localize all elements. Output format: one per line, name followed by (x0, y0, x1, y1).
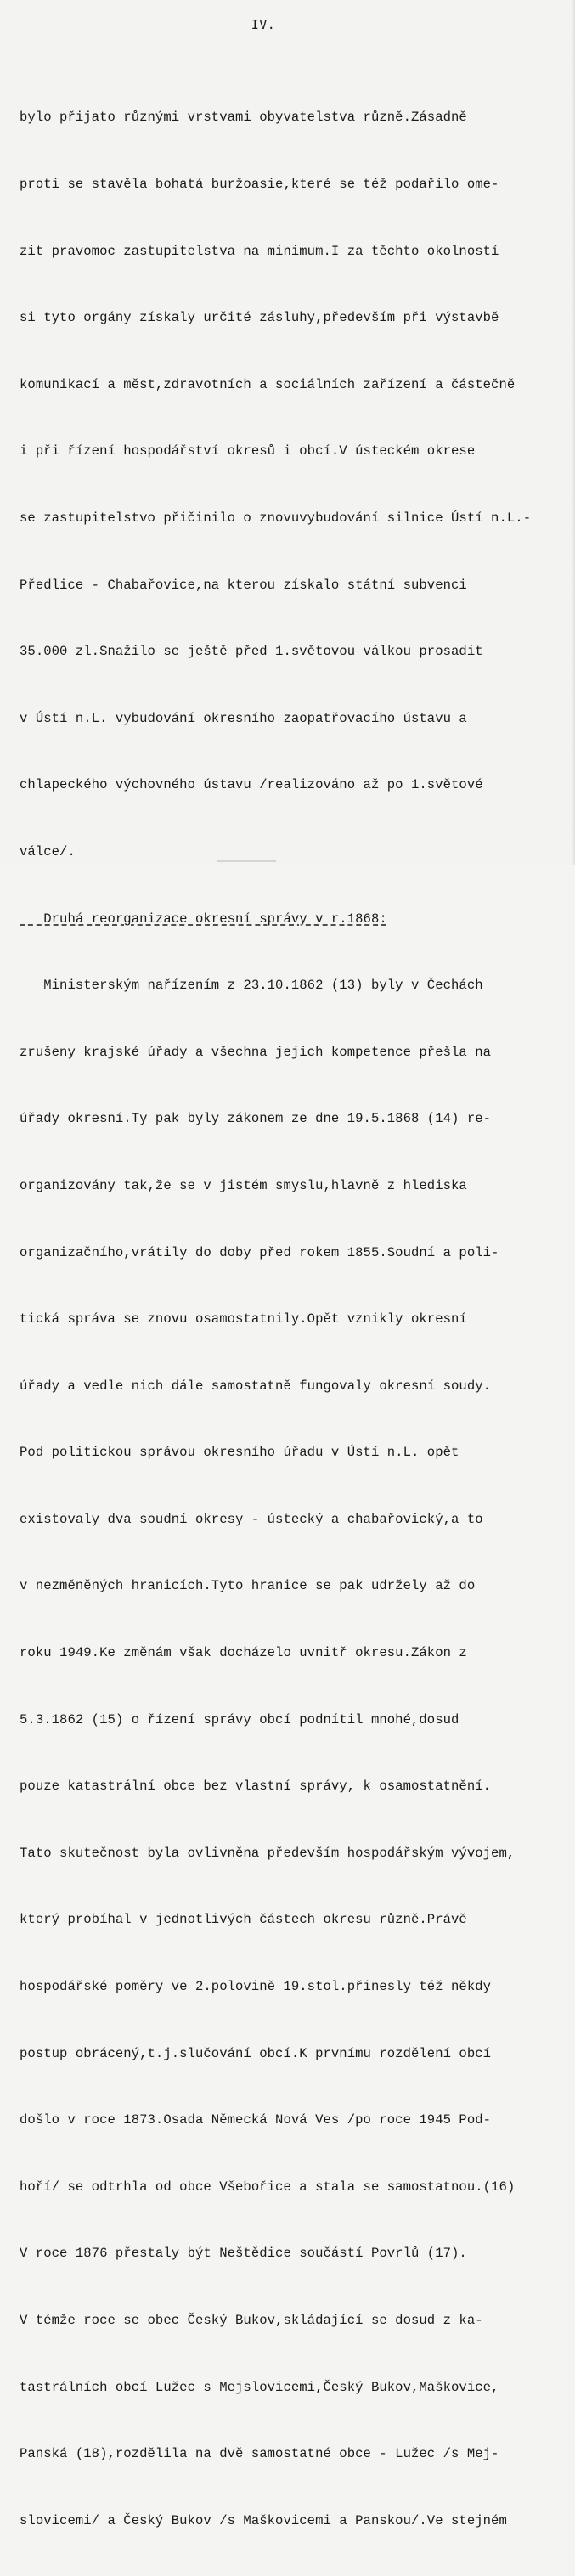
text-line: organizačního,vrátily do doby před rokem 1855.Soudní a poli- (20, 1244, 499, 1260)
text-line: v Ústí n.L. vybudování okresního zaopatřovacího ústavu a (20, 710, 467, 726)
page-number: IV. (251, 17, 276, 32)
text-line: válce/. (20, 843, 76, 860)
text-line: se zastupitelstvo přičinilo o znovuvybudování silnice Ústí n.L.- (20, 510, 532, 526)
text-line: úřady a vedle nich dále samostatně fungovaly okresní soudy. (20, 1378, 492, 1394)
text-line: postup obrácený,t.j.slučování obcí.K prvnímu rozdělení obcí (20, 2045, 492, 2061)
text-line: roku 1949.Ke změnám však docházelo uvnitř okresu.Zákon z (20, 1645, 467, 1661)
text-line: slovicemi/ a Český Bukov /s Maškovicemi a Panskou/.Ve stejném (20, 2512, 507, 2528)
text-line: Panská (18),rozdělila na dvě samostatné obce - Lužec /s Mej- (20, 2446, 499, 2462)
text-line: hospodářské poměry ve 2.polovině 19.stol.přinesly též někdy (20, 1979, 492, 1995)
text-line: Pod politickou správou okresního úřadu v Ústí n.L. opět (20, 1445, 459, 1461)
text-line: proti se stavěla bohatá buržoasie,které se též podařilo ome- (20, 177, 499, 192)
text-line: Tato skutečnost byla ovlivněna především hospodářským vývojem, (20, 1845, 516, 1861)
text-line: V roce 1876 přestaly být Neštědice součástí Povrlů (17). (20, 2246, 467, 2262)
text-line: V témže roce se obec Český Bukov,skládající se dosud z ka- (20, 2313, 483, 2328)
text-line: si tyto orgány získaly určité zásluhy,především při výstavbě (20, 310, 499, 326)
text-line: 5.3.1862 (15) o řízení správy obcí podnítil mnohé,dosud (20, 1711, 459, 1728)
text-line: úřady okresní.Ty pak byly zákonem ze dne 19.5.1868 (14) re- (20, 1111, 492, 1127)
text-line: organizovány tak,že se v jistém smyslu,hlavně z hlediska (20, 1177, 467, 1193)
text-line: zit pravomoc zastupitelstva na minimum.I za těchto okolností (20, 243, 499, 259)
text-line: chlapeckého výchovného ústavu /realizováno až po 1.světové (20, 777, 483, 793)
text-line: existovaly dva soudní okresy - ústecký a chabařovický,a to (20, 1511, 483, 1527)
text-line: tická správa se znovu osamostatnily.Opět vznikly okresní (20, 1311, 467, 1327)
text-line: bylo přijato různými vrstvami obyvatelstva různě.Zásadně (20, 110, 467, 126)
scan-mark (217, 860, 276, 862)
text-line: hoří/ se odtrhla od obce Všebořice a stala se samostatnou.(16) (20, 2179, 516, 2195)
text-line: Předlice - Chabařovice,na kterou získalo státní subvenci (20, 577, 467, 593)
text-line: komunikací a měst,zdravotních a sociálních zařízení a částečně (20, 376, 516, 392)
text-line: zrušeny krajské úřady a všechna jejich kompetence přešla na (20, 1044, 492, 1060)
text-line: pouze katastrální obce bez vlastní správy, k osamostatnění. (20, 1778, 492, 1795)
text-line: došlo v roce 1873.Osada Německá Nová Ves /po roce 1945 Pod- (20, 2112, 492, 2128)
text-line: v nezměněných hranicích.Tyto hranice se pak udržely až do (20, 1578, 476, 1594)
text-line: který probíhal v jednotlivých částech okresu různě.Právě (20, 1912, 467, 1928)
section-heading: Druhá reorganizace okresní správy v r.1868: (20, 910, 387, 927)
text-line: tastrálních obcí Lužec s Mejslovicemi,Český Bukov,Maškovice, (20, 2379, 499, 2395)
body-text (20, 62, 572, 2576)
text-line: 35.000 zl.Snažilo se ještě před 1.světovou válkou prosadit (20, 644, 483, 660)
page-edge-shadow (572, 0, 575, 865)
text-line: i při řízení hospodářství okresů i obcí.V ústeckém okrese (20, 443, 476, 459)
text-line: Ministerským nařízením z 23.10.1862 (13) byly v Čechách (20, 978, 483, 994)
